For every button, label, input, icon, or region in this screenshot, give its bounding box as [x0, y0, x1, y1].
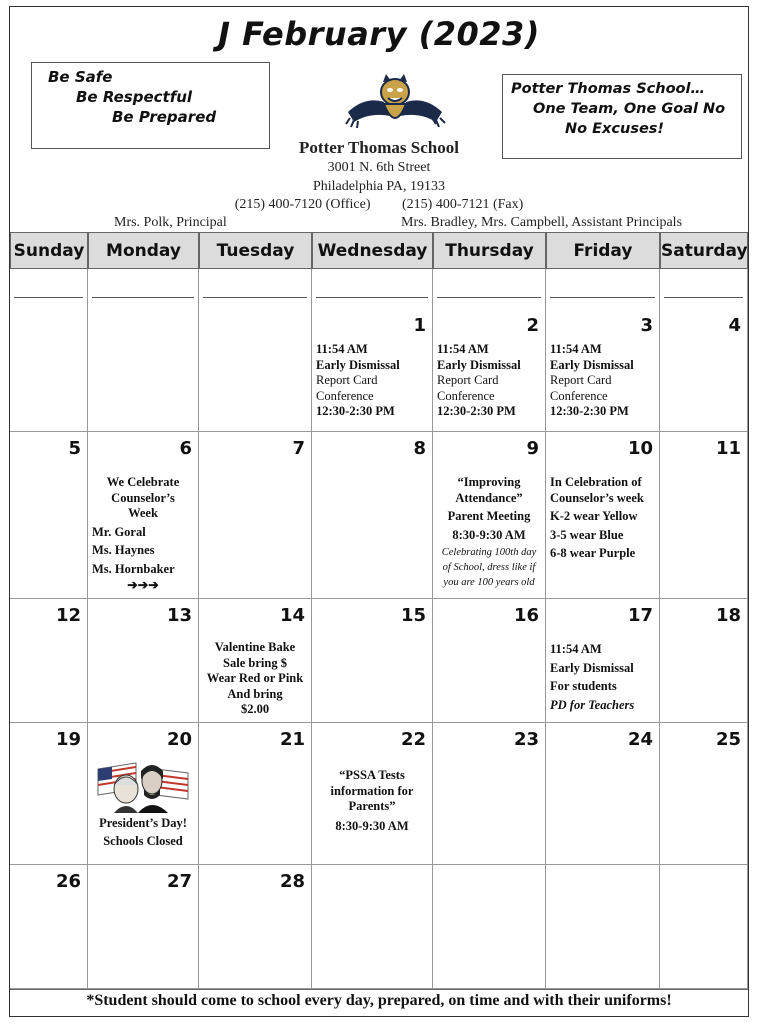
blank-cell — [433, 269, 546, 309]
calendar-page — [9, 6, 749, 1017]
blank-cell — [199, 269, 312, 309]
day-cell — [88, 865, 199, 989]
event-line: We Celebrate — [106, 475, 180, 489]
day-cell — [312, 599, 433, 723]
day-number: 27 — [166, 871, 192, 892]
weekday-header: Wednesday — [312, 232, 433, 269]
day-cell-empty — [546, 865, 660, 989]
event-line: Conference — [437, 388, 495, 403]
day-number: 14 — [279, 605, 305, 626]
day-cell — [660, 309, 748, 432]
event-line: Ms. Hornbaker — [92, 561, 175, 576]
event-line: Report Card — [316, 373, 378, 387]
day-cell — [546, 309, 660, 432]
event-line: 12:30-2:30 PM — [437, 404, 516, 418]
day-number: 11 — [715, 438, 741, 459]
day-cell — [660, 432, 748, 599]
day-cell — [312, 723, 433, 865]
day-cell — [660, 599, 748, 723]
blank-cell — [312, 269, 433, 309]
day-cell — [433, 432, 546, 599]
day-cell — [88, 723, 199, 865]
day-number: 1 — [413, 315, 426, 336]
event-line: Week — [128, 506, 158, 520]
event-line: 6-8 wear Purple — [550, 546, 636, 560]
event-line: For students — [550, 679, 617, 693]
day-cell — [199, 723, 312, 865]
day-cell-empty — [660, 865, 748, 989]
day-event — [437, 342, 541, 420]
address-line-1: 3001 N. 6th Street — [327, 160, 431, 175]
event-line: 3-5 wear Blue — [550, 527, 624, 542]
day-number: 5 — [68, 438, 81, 459]
day-cell-empty — [88, 309, 199, 432]
day-cell — [660, 723, 748, 865]
event-line: Schools Closed — [103, 833, 183, 848]
day-event — [550, 642, 655, 713]
event-line: Attendance” — [455, 490, 523, 505]
event-line: Conference — [550, 388, 608, 403]
day-cell — [546, 599, 660, 723]
event-line: Parent Meeting — [447, 509, 531, 523]
day-number: 18 — [715, 605, 741, 626]
day-number: 7 — [292, 438, 305, 459]
day-event — [550, 475, 655, 562]
event-line: “Improving — [457, 475, 521, 489]
day-number: 17 — [627, 605, 653, 626]
event-line: Ms. Haynes — [92, 543, 155, 557]
day-number: 6 — [179, 438, 192, 459]
day-cell — [88, 599, 199, 723]
day-number: 23 — [513, 729, 539, 750]
event-line: 8:30-9:30 AM — [335, 818, 409, 833]
day-number: 10 — [627, 438, 653, 459]
event-line: Mr. Goral — [92, 524, 146, 539]
event-line: Early Dismissal — [437, 357, 521, 372]
event-line: $2.00 — [240, 702, 270, 716]
weekday-header: Saturday — [660, 232, 748, 269]
day-number: 4 — [728, 315, 741, 336]
event-line: 12:30-2:30 PM — [316, 404, 395, 418]
day-number: 3 — [640, 315, 653, 336]
school-name: Potter Thomas School — [299, 138, 459, 157]
presidents-illustration — [96, 759, 190, 813]
day-cell — [433, 723, 546, 865]
day-event — [203, 640, 307, 718]
assistant-principals: Mrs. Bradley, Mrs. Campbell, Assistant Principals — [401, 215, 683, 230]
day-event — [550, 342, 655, 420]
event-line: Parents” — [348, 799, 396, 813]
day-cell — [312, 309, 433, 432]
day-event — [437, 475, 541, 590]
day-event — [316, 768, 428, 834]
event-line: Wear Red or Pink — [206, 671, 304, 685]
day-number: 21 — [279, 729, 305, 750]
event-line: Early Dismissal — [316, 357, 400, 372]
day-cell — [199, 599, 312, 723]
event-line: 11:54 AM — [550, 642, 602, 656]
event-line: And bring — [227, 686, 283, 701]
blank-cell — [10, 269, 88, 309]
weekday-header: Monday — [88, 232, 199, 269]
day-cell-empty — [312, 865, 433, 989]
day-event — [92, 475, 194, 594]
arrows-icon: ➔➔➔ — [127, 578, 159, 592]
event-note: Celebrating 100th day of School, dress like if you are 100 years old — [441, 547, 537, 588]
blank-cell — [546, 269, 660, 309]
day-number: 12 — [55, 605, 81, 626]
motto-line: Be Respectful — [76, 88, 193, 106]
weekday-header: Sunday — [10, 232, 88, 269]
day-cell — [546, 432, 660, 599]
motto-line: Be Prepared — [112, 108, 217, 126]
motto-box-left — [31, 62, 270, 149]
day-cell — [10, 432, 88, 599]
event-line: In Celebration of — [550, 475, 642, 489]
motto-line: One Team, One Goal No — [533, 101, 726, 117]
motto-line: Be Safe — [48, 68, 113, 86]
event-line: Counselor’s week — [550, 490, 644, 505]
day-cell — [88, 432, 199, 599]
day-cell-empty — [10, 309, 88, 432]
event-line: Sale bring $ — [223, 655, 287, 670]
event-line: Valentine Bake — [214, 640, 296, 654]
event-line: PD for Teachers — [550, 697, 635, 712]
phone-numbers — [10, 197, 748, 213]
event-line: 11:54 AM — [550, 342, 602, 356]
event-line: Early Dismissal — [550, 660, 634, 675]
event-line: “PSSA Tests — [339, 768, 405, 782]
address-line-2: Philadelphia PA, 19133 — [312, 179, 446, 194]
day-event — [316, 342, 428, 420]
day-cell-empty — [199, 309, 312, 432]
motto-line: No Excuses! — [565, 121, 665, 137]
event-line: President’s Day! — [99, 816, 187, 830]
day-number: 2 — [526, 315, 539, 336]
motto-line: Potter Thomas School… — [511, 81, 705, 97]
day-number: 20 — [166, 729, 192, 750]
day-cell — [10, 865, 88, 989]
event-line: 11:54 AM — [437, 342, 489, 356]
event-line: 11:54 AM — [316, 342, 368, 356]
event-line: information for — [330, 783, 414, 798]
day-cell — [312, 432, 433, 599]
day-cell — [433, 309, 546, 432]
panther-logo — [340, 72, 450, 136]
day-number: 28 — [279, 871, 305, 892]
blank-cell — [660, 269, 748, 309]
day-number: 19 — [55, 729, 81, 750]
day-event — [92, 816, 194, 849]
event-line: 12:30-2:30 PM — [550, 404, 629, 418]
phone-office: (215) 400-7120 (Office) — [234, 197, 371, 212]
event-line: K-2 wear Yellow — [550, 509, 638, 523]
blank-cell — [88, 269, 199, 309]
principal-name: Mrs. Polk, Principal — [114, 215, 227, 230]
day-number: 24 — [627, 729, 653, 750]
day-number: 9 — [526, 438, 539, 459]
event-line: Report Card — [437, 373, 499, 387]
day-cell — [546, 723, 660, 865]
day-cell-empty — [433, 865, 546, 989]
day-number: 26 — [55, 871, 81, 892]
weekday-header: Tuesday — [199, 232, 312, 269]
weekday-header: Friday — [546, 232, 660, 269]
day-cell — [433, 599, 546, 723]
event-line: Conference — [316, 388, 374, 403]
footer-note: *Student should come to school every day, prepared, on time and with their uniforms! — [10, 989, 748, 1010]
day-cell — [10, 599, 88, 723]
day-number: 13 — [166, 605, 192, 626]
day-cell — [199, 432, 312, 599]
page-title: J February (2023) — [218, 15, 540, 53]
event-line: Counselor’s — [111, 490, 175, 505]
event-line: 8:30-9:30 AM — [452, 527, 526, 542]
day-number: 22 — [400, 729, 426, 750]
day-cell — [10, 723, 88, 865]
day-cell — [199, 865, 312, 989]
phone-fax: (215) 400-7121 (Fax) — [402, 197, 524, 212]
weekday-header: Thursday — [433, 232, 546, 269]
event-line: Early Dismissal — [550, 357, 634, 372]
event-line: Report Card — [550, 373, 612, 387]
day-number: 16 — [513, 605, 539, 626]
day-number: 8 — [413, 438, 426, 459]
day-number: 25 — [715, 729, 741, 750]
day-number: 15 — [400, 605, 426, 626]
